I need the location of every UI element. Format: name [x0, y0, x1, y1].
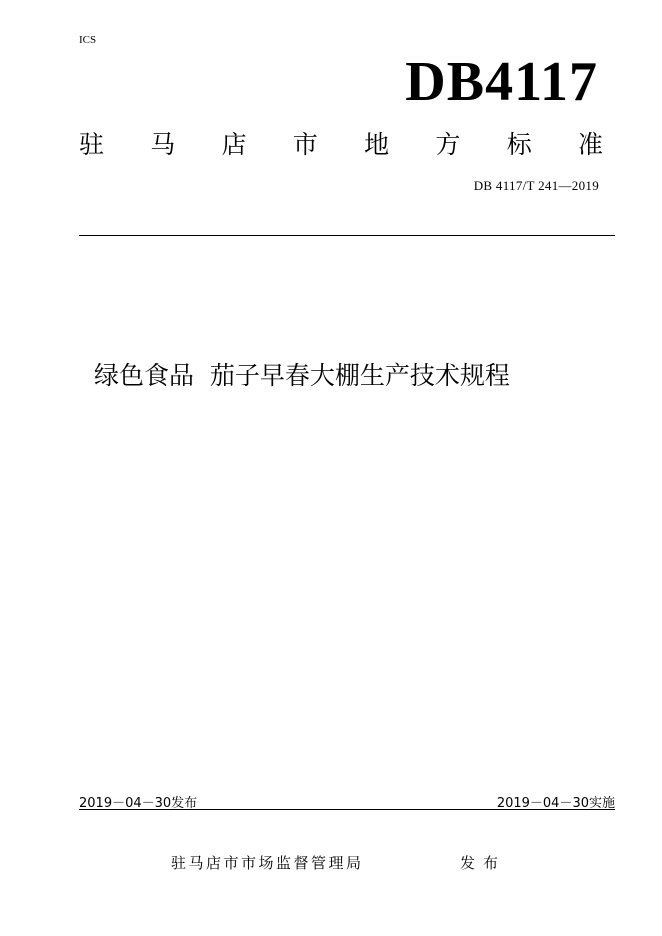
standard-type-char: 标	[506, 130, 532, 159]
standard-type-char: 马	[150, 130, 176, 159]
standard-type-char: 准	[577, 130, 603, 159]
standard-code: DB4117	[405, 51, 598, 113]
document-title: 绿色食品 茄子早春大棚生产技术规程	[94, 361, 510, 390]
standard-type-char: 市	[292, 130, 318, 159]
issuing-authority: 驻马店市市场监督管理局	[171, 854, 364, 872]
standard-type-char: 地	[364, 130, 390, 159]
ics-label: ICS	[79, 34, 97, 46]
issue-label: 发布	[460, 854, 507, 872]
implement-date: 2019－04－30实施	[496, 796, 615, 811]
standard-type-char: 店	[221, 130, 247, 159]
publish-date: 2019－04－30发布	[79, 796, 198, 811]
standard-type	[79, 128, 603, 162]
header-divider	[79, 235, 615, 236]
standard-type-char: 驻	[79, 130, 105, 159]
standard-type-char: 方	[435, 130, 461, 159]
standard-number: DB 4117/T 241—2019	[473, 178, 599, 193]
footer-divider	[79, 809, 615, 810]
